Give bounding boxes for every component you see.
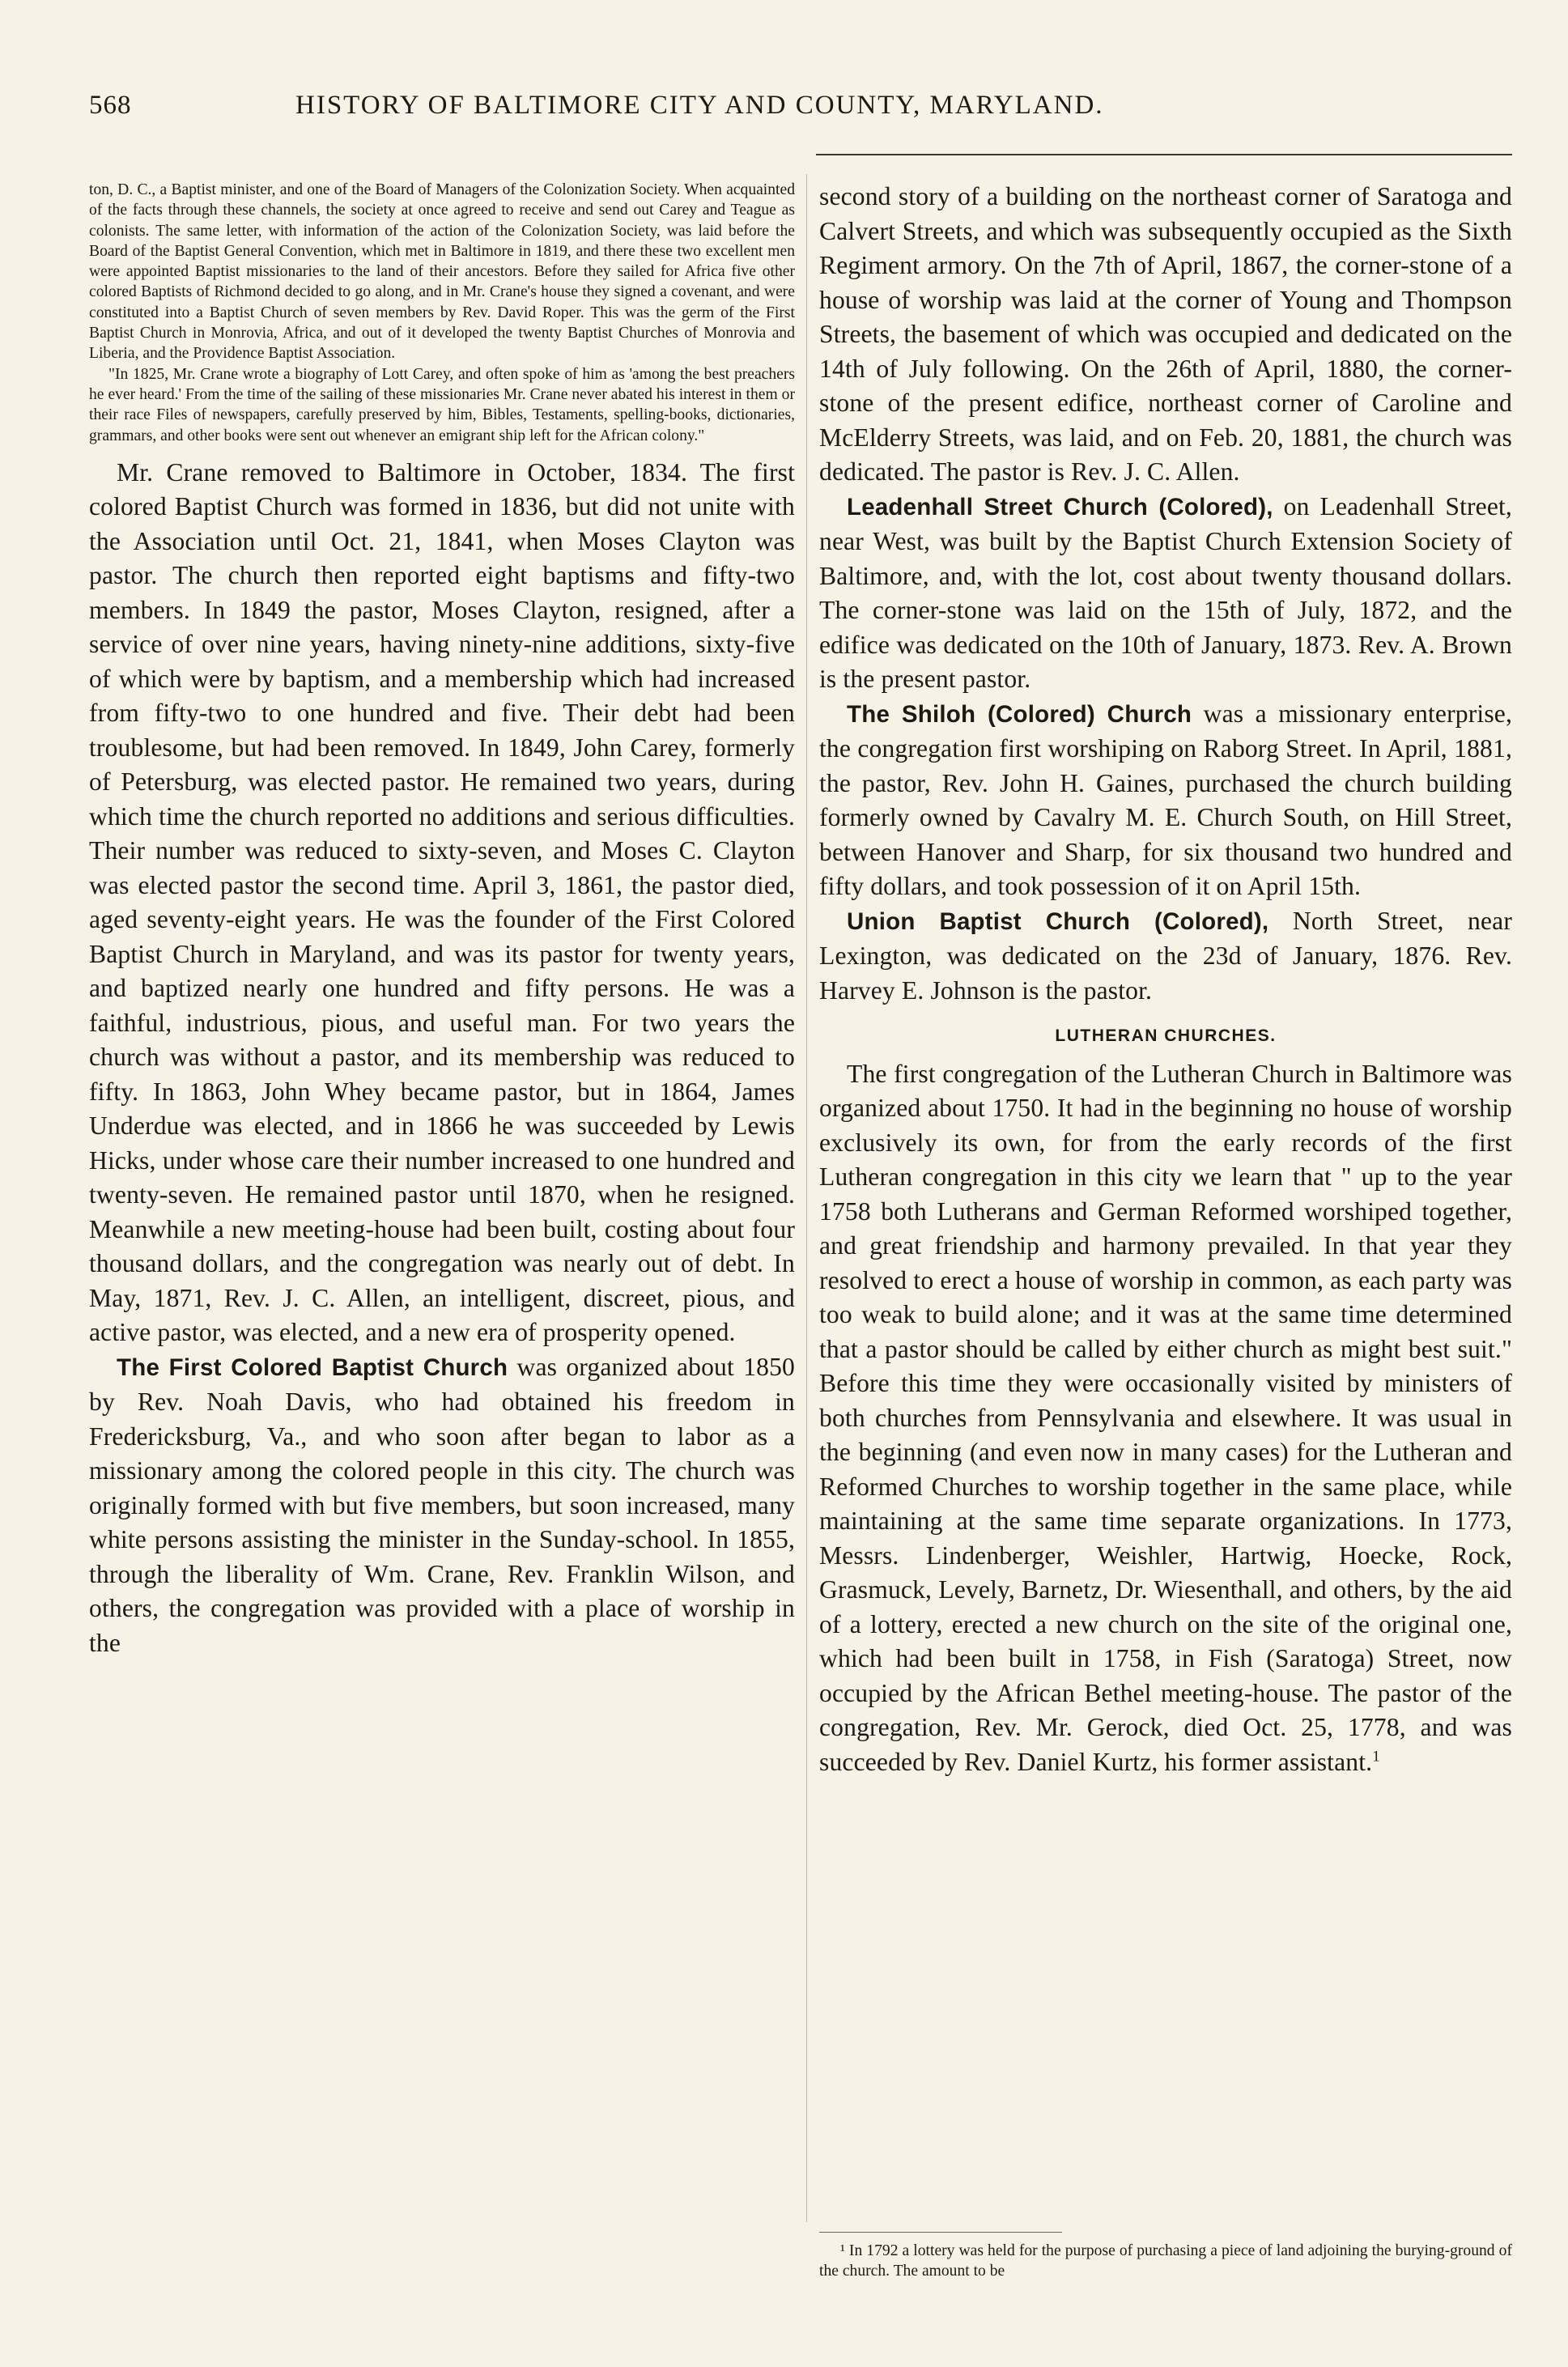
paragraph-leadenhall <box>819 490 1512 697</box>
paragraph-crane: Mr. Crane removed to Baltimore in October, 1834. The first colored Baptist Church was formed in 1836, but did not unite with the Association until Oct. 21, 1841, when Moses Clayton was pastor. The church then reported eight baptisms and fifty-two members. In 1849 the pastor, Moses Clayton, resigned, after a service of over nine years, having ninety-nine additions, sixty-five of which were by baptism, and a membership which had increased from fifty-two to one hundred and five. Their debt had been troublesome, but had been removed. In 1849, John Carey, formerly of Petersburg, was elected pastor. He remained two years, during which time the church reported no additions and serious difficulties. Their number was reduced to sixty-seven, and Moses C. Clayton was elected pastor the second time. April 3, 1861, the pastor died, aged seventy-eight years. He was the founder of the First Colored Baptist Church in Maryland, and was its pastor for twenty years, and baptized nearly one hundred and fifty persons. He was a faithful, industrious, pious, and useful man. For two years the church was without a pastor, and its membership was reduced to fifty. In 1863, John Whey became pastor, but in 1864, James Underdue was elected, and in 1866 he was succeeded by Lewis Hicks, under whose care their number increased to one hundred and twenty-seven. He remained pastor until 1870, when he resigned. Meanwhile a new meeting-house had been built, costing about four thousand dollars, and the congregation was nearly out of debt. In May, 1871, Rev. J. C. Allen, an intelligent, discreet, pious, and active pastor, was elected, and a new era of prosperity opened. <box>89 457 795 1347</box>
church-heading-shiloh: The Shiloh (Colored) Church <box>847 700 1192 728</box>
church-heading-leadenhall: Leadenhall Street Church (Colored), <box>847 493 1273 521</box>
quote-paragraph: ton, D. C., a Baptist minister, and one of the Board of Managers of the Colonization Society. When acquainted of the facts through these channels, the society at once agreed to receive and send out Carey and Teague as colonists. The same letter, with information of the action of the Colonization Society, was laid before the Board of the Baptist General Convention, which met in Baltimore in 1819, and there these two excellent men were appointed Baptist missionaries to the land of their ancestors. Before they sailed for Africa five other colored Baptists of Richmond decided to go along, and in Mr. Crane's house they signed a covenant, and were constituted into a Baptist Church of seven members by Rev. David Roper. This was the germ of the First Baptist Church in Monrovia, Africa, and out of it developed the twenty Baptist Churches of Monrovia and Liberia, and the Providence Baptist Association. <box>89 181 795 363</box>
right-body <box>819 180 1512 1779</box>
right-column <box>819 180 1512 1779</box>
paragraph-union <box>819 904 1512 1009</box>
section-heading-lutheran: LUTHERAN CHURCHES. <box>1055 1026 1277 1045</box>
church-text-leadenhall: on Leadenhall Street, near West, was built by the Baptist Church Extension Society of Baltimore, and, with the lot, cost about twenty thousand dollars. The corner-stone was laid on the 15th of July, 1872, and the edifice was dedicated on the 10th of January, 1873. Rev. A. Brown is the present pastor. <box>819 491 1512 693</box>
paragraph-lutheran <box>819 1057 1512 1780</box>
column-divider <box>806 174 807 2222</box>
quoted-passage <box>89 180 795 446</box>
page-header <box>89 91 1332 133</box>
left-body <box>89 456 795 1661</box>
footnote-text: ¹ In 1792 a lottery was held for the purpose of purchasing a piece of land adjoining the burying-ground of the church. The amount to be <box>819 2242 1512 2280</box>
church-text-first-colored: was organized about 1850 by Rev. Noah Davis, who had obtained his freedom in Fredericksburg, Va., and who soon after began to labor as a missionary among the colored people in this city. The church was originally formed with but five members, but soon increased, many white persons assisting the minister in the Sunday-school. In 1855, through the liberality of Wm. Crane, Rev. Franklin Wilson, and others, the congregation was provided with a place of worship in the <box>89 1352 796 1657</box>
church-text-shiloh: was a missionary enterprise, the congregation first worshiping on Raborg Street. In April, 1881, the pastor, Rev. John H. Gaines, purchased the church building formerly owned by Cavalry M. E. Church South, on Hill Street, between Hanover and Sharp, for six thousand two hundred and fifty dollars, and took possession of it on April 15th. <box>819 699 1512 900</box>
left-column <box>89 180 795 1660</box>
paragraph-continuation: second story of a building on the northeast corner of Saratoga and Calvert Streets, and which was subsequently occupied as the Sixth Regiment armory. On the 7th of April, 1867, the corner-stone of a house of worship was laid at the corner of Young and Thompson Streets, the basement of which was occupied and dedicated on the 14th of July following. On the 26th of April, 1880, the corner-stone of the present edifice, northeast corner of Caroline and McElderry Streets, was laid, and on Feb. 20, 1881, the church was dedicated. The pastor is Rev. J. C. Allen. <box>819 182 1512 486</box>
paragraph-shiloh <box>819 697 1512 904</box>
church-text-union: North Street, near Lexington, was dedicated on the 23d of January, 1876. Rev. Harvey E. Johnson is the pastor. <box>819 906 1512 1005</box>
footnote <box>819 2241 1512 2282</box>
page-number: 568 <box>89 91 132 120</box>
quote-paragraph: "In 1825, Mr. Crane wrote a biography of Lott Carey, and often spoke of him as 'among the best preachers he ever heard.' From the time of the sailing of these missionaries Mr. Crane never abated his interest in them or their race Files of newspapers, carefully preserved by him, Bibles, Testaments, spelling-books, dictionaries, grammars, and other books were sent out whenever an emigrant ship left for the African colony." <box>89 365 795 444</box>
footnote-marker: 1 <box>1372 1747 1380 1765</box>
footnote-rule <box>819 2232 1062 2233</box>
paragraph-first-colored-church <box>89 1350 795 1661</box>
header-rule <box>816 154 1512 155</box>
running-title: HISTORY OF BALTIMORE CITY AND COUNTY, MARYLAND. <box>295 91 1104 120</box>
church-heading-first-colored: The First Colored Baptist Church <box>117 1353 508 1381</box>
church-heading-union: Union Baptist Church (Colored), <box>847 907 1269 935</box>
lutheran-text: The first congregation of the Lutheran Church in Baltimore was organized about 1750. It had in the beginning no house of worship exclusively its own, for from the early records of the first Lutheran congregation in this city we learn that " up to the year 1758 both Lutherans and German Reformed worshiped together, and great friendship and harmony prevailed. In that year they resolved to erect a house of worship in common, as each party was too weak to build alone; and it was at the same time determined that a pastor should be called by either church as might best suit." Before this time they were occasionally visited by ministers of both churches from Pennsylvania and elsewhere. It was usual in the beginning (and even now in many cases) for the Lutheran and Reformed Churches to worship together in the same place, while maintaining at the same time separate organizations. In 1773, Messrs. Lindenberger, Weishler, Hartwig, Hoecke, Rock, Grasmuck, Levely, Barnetz, Dr. Wiesenthall, and others, by the aid of a lottery, erected a new church on the site of the original one, which had been built in 1758, in Fish (Saratoga) Street, now occupied by the African Bethel meeting-house. The pastor of the congregation, Rev. Mr. Gerock, died Oct. 25, 1778, and was succeeded by Rev. Daniel Kurtz, his former assistant. <box>819 1059 1512 1776</box>
